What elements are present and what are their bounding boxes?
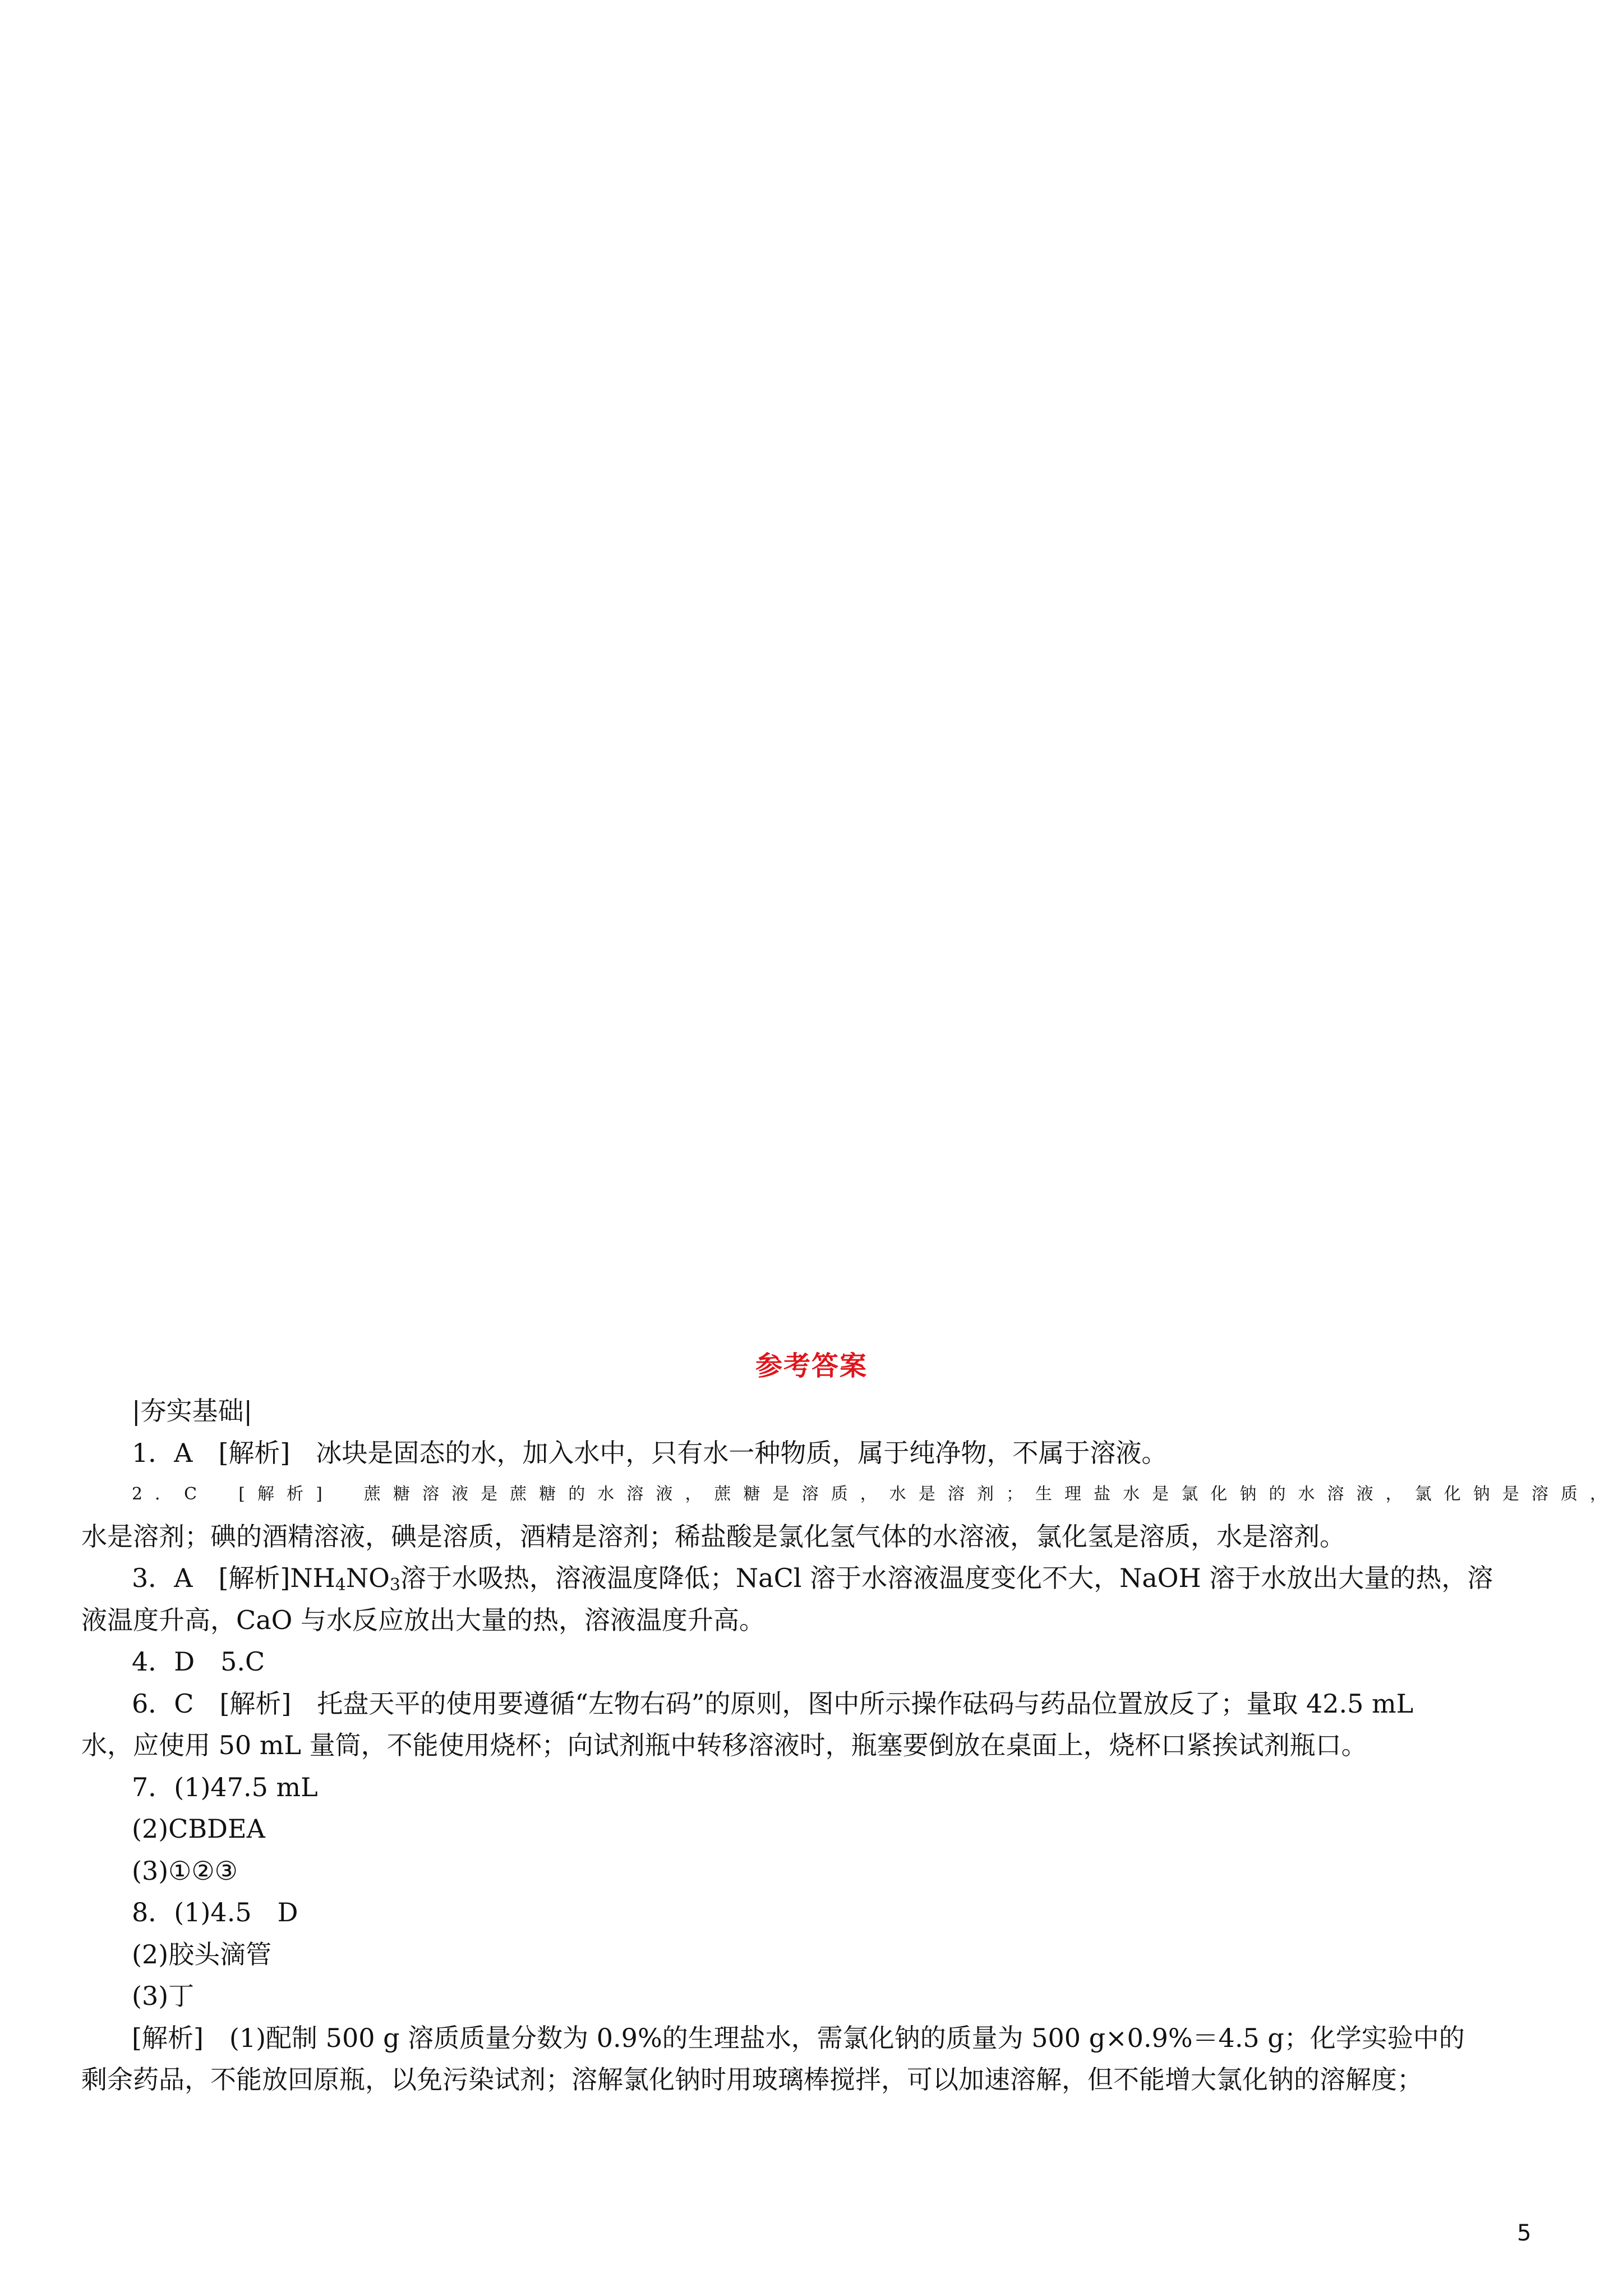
answer-line: (3)丁: [132, 1981, 195, 2011]
answer-key-title: 参考答案: [755, 1350, 868, 1382]
section-heading: |夯实基础|: [132, 1396, 252, 1426]
answer-text: 溶于水吸热，溶液温度降低；NaCl 溶于水溶液温度变化不大，NaOH 溶于水放出大量的热，溶: [400, 1563, 1493, 1593]
answer-line: 7．(1)47.5 mL: [132, 1772, 318, 1802]
answer-text: NO: [345, 1563, 390, 1593]
answer-line: 水是溶剂；碘的酒精溶液，碘是溶质，酒精是溶剂；稀盐酸是氯化氢气体的水溶液，氯化氢是溶质，水是溶剂。: [81, 1521, 1345, 1552]
answer-line: 2．C [解析] 蔗糖溶液是蔗糖的水溶液，蔗糖是溶质，水是溶剂；生理盐水是氯化钠的水溶液，氯化钠是溶质，: [132, 1484, 1607, 1504]
subscript: 3: [389, 1575, 400, 1595]
answer-line: [81, 1557, 1556, 1599]
answer-line: 剩余药品，不能放回原瓶，以免污染试剂；溶解氯化钠时用玻璃棒搅拌，可以加速溶解，但不能增大氯化钠的溶解度；: [81, 2064, 1423, 2095]
answer-line: 1．A [解析] 冰块是固态的水，加入水中，只有水一种物质，属于纯净物，不属于溶液。: [132, 1437, 1168, 1468]
subscript: 4: [335, 1575, 346, 1595]
answer-text: 3．A [解析]NH: [132, 1563, 335, 1593]
answer-line: (3)①②③: [132, 1855, 238, 1886]
answer-line: (2)CBDEA: [132, 1814, 265, 1844]
answer-line: (2)胶头滴管: [132, 1939, 272, 1970]
answer-line: 4．D 5.C: [132, 1646, 265, 1677]
answer-content: [81, 1390, 1607, 2101]
page-number: 5: [1517, 2220, 1532, 2246]
answer-line: 8．(1)4.5 D: [132, 1897, 298, 1927]
answer-line: 液温度升高，CaO 与水反应放出大量的热，溶液温度升高。: [81, 1604, 765, 1635]
answer-line: 6．C [解析] 托盘天平的使用要遵循“左物右码”的原则，图中所示操作砝码与药品位置放反了；量取 42.5 mL: [132, 1688, 1414, 1719]
answer-line: 水，应使用 50 mL 量筒，不能使用烧杯；向试剂瓶中转移溶液时，瓶塞要倒放在桌面上，烧杯口紧挨试剂瓶口。: [81, 1730, 1367, 1760]
answer-line: [解析] (1)配制 500 g 溶质质量分数为 0.9%的生理盐水，需氯化钠的质量为 500 g×0.9%＝4.5 g；化学实验中的: [132, 2022, 1465, 2053]
